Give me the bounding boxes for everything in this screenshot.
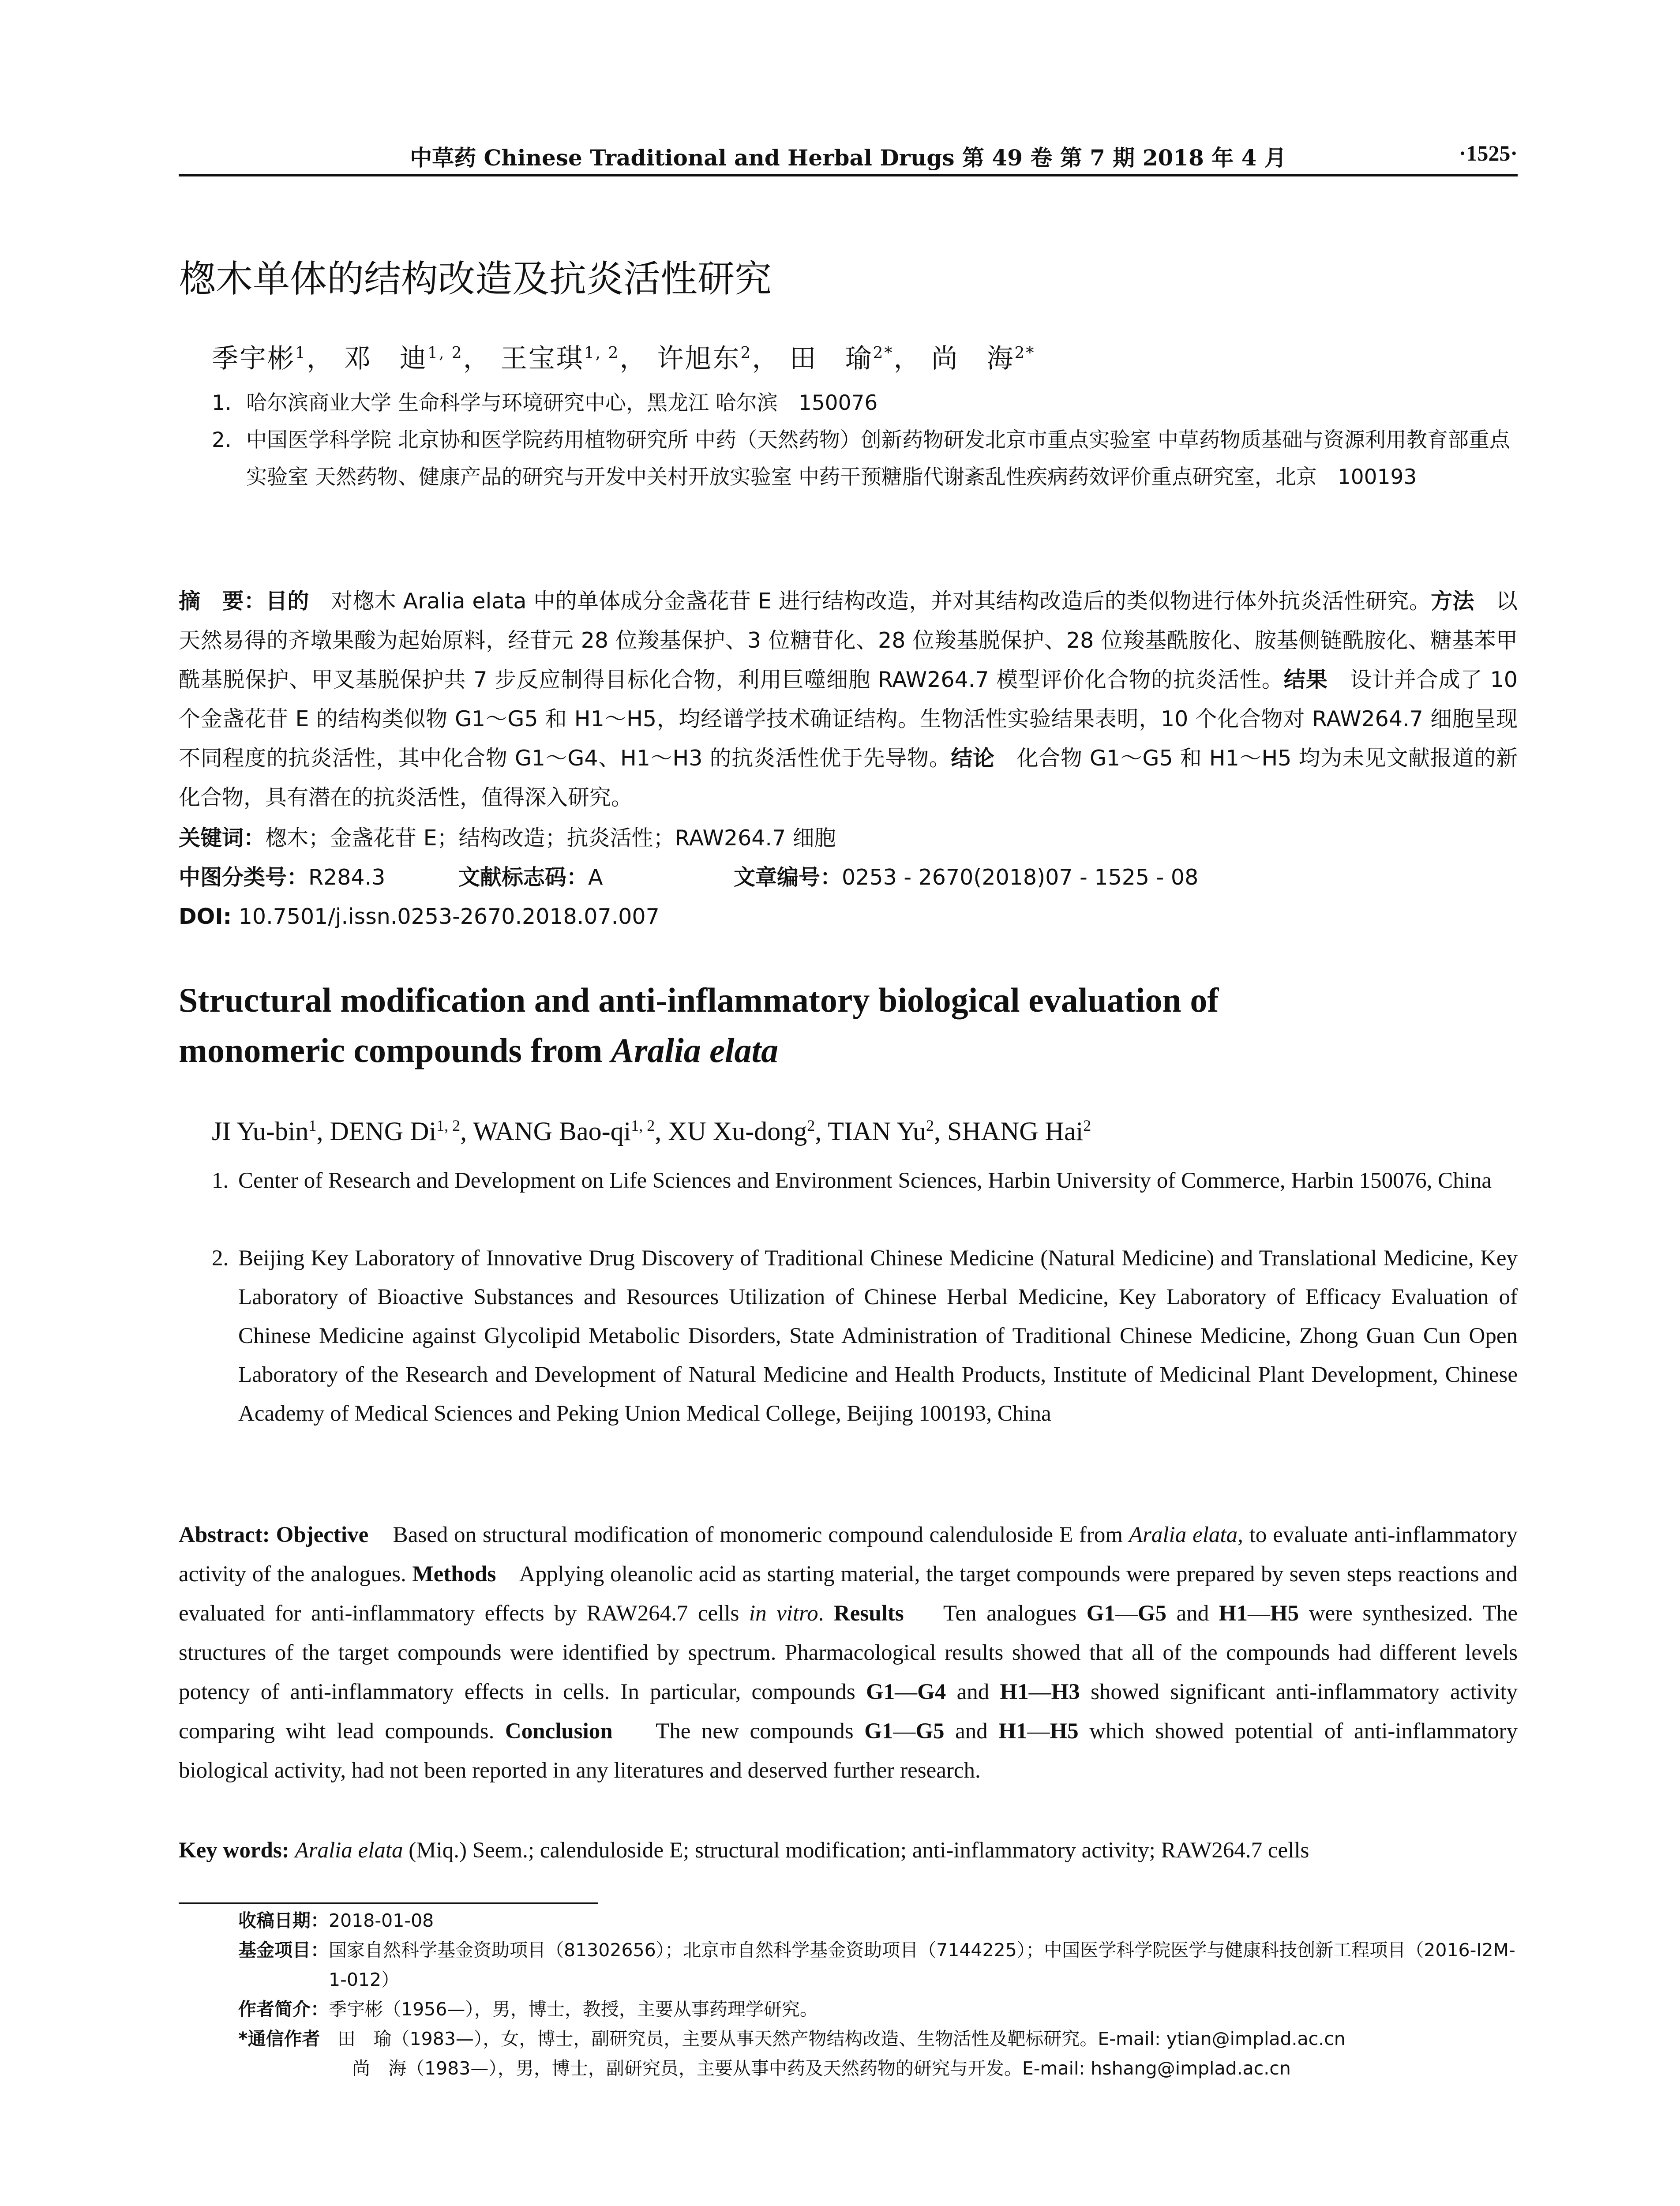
author-sup: 2: [807, 1117, 815, 1134]
results-label: 结果: [1283, 667, 1328, 692]
compound-label: H5: [1270, 1601, 1299, 1626]
compound-label: G4: [917, 1680, 946, 1704]
chinese-affiliation-1: [212, 385, 1518, 422]
author-sup: 2: [926, 1117, 934, 1134]
footnote-correspondence-2: [352, 2054, 1517, 2083]
author-sup: 1: [308, 1117, 317, 1134]
english-affiliation-2: [212, 1239, 1518, 1433]
footnote-received: [238, 1906, 1518, 1936]
footnote-rule: [179, 1902, 598, 1904]
english-authors: JI Yu-bin$^1$, DENG Di$^{1, 2}$, WANG Bao-qi$^{1, 2}$, XU Xu-dong$^2$, TIAN Yu$^2$, SHANG Hai$^2$: [212, 1117, 1091, 1146]
footnote-label: 作者简介：: [238, 1999, 329, 2020]
methods-label: 方法: [1431, 589, 1474, 614]
class-label: 中图分类号：: [179, 865, 309, 890]
results-and: and: [1166, 1601, 1219, 1626]
methods-text: 以天然易得的齐墩果酸为起始原料，经苷元 28 位羧基保护、3 位糖苷化、28 位羧基脱保护、28 位羧基酰胺化、胺基侧链酰胺化、糖基苯甲酰基脱保护、甲叉基脱保护共 7 步反应制得目标化合物，利用巨噬细胞 RAW264.7 模型评价化合物的抗炎活性。: [179, 589, 1518, 692]
objective-label: 目的: [266, 589, 309, 614]
title-species: Aralia elata: [611, 1031, 779, 1069]
results-label: Results: [833, 1601, 904, 1626]
keywords-label: Key words:: [179, 1838, 289, 1863]
abstract-label: Abstract:: [179, 1523, 270, 1547]
compound-label: G1: [1086, 1601, 1115, 1626]
methods-invitro: in vitro: [749, 1601, 818, 1626]
english-affiliation-1: [212, 1161, 1518, 1200]
author-name: 许旭东: [657, 343, 741, 374]
compound-label: H5: [1050, 1719, 1079, 1744]
doi-value: 10.7501/j.issn.0253-2670.2018.07.007: [238, 904, 660, 929]
chinese-abstract: [179, 582, 1518, 817]
affiliation-number: 1.: [212, 391, 232, 415]
conclusion-label: Conclusion: [505, 1719, 613, 1744]
footnote-label: 基金项目：: [238, 1940, 329, 1961]
author-name: TIAN Yu: [828, 1117, 926, 1146]
results-text-c: showed significant anti-inflammatory activity comparing wiht lead compounds.: [179, 1680, 1518, 1744]
chinese-affiliation-2: [212, 422, 1518, 496]
author-name: JI Yu-bin: [212, 1117, 309, 1146]
english-abstract: [179, 1516, 1518, 1790]
methods-text-b: .: [818, 1601, 824, 1626]
range-dash: —: [1028, 1680, 1051, 1704]
affiliation-text: 哈尔滨商业大学 生命科学与环境研究中心，黑龙江 哈尔滨 150076: [246, 391, 878, 415]
author-name: 季宇彬: [212, 343, 295, 374]
page-number: ·1525·: [1459, 141, 1518, 165]
title-line-2: [179, 1025, 1518, 1076]
compound-label: H1: [1219, 1601, 1248, 1626]
author-sup: 1, 2: [631, 1117, 655, 1134]
chinese-authors: 季宇彬$^1$， 邓 迪$^{1, 2}$， 王宝琪$^{1, 2}$， 许旭东$^2$， 田 瑜$^{2*}$， 尚 海$^{2*}$: [212, 343, 1035, 374]
affiliation-number: 2.: [212, 1246, 229, 1271]
doi-label: DOI:: [179, 904, 232, 929]
author-sup: 2*: [1014, 344, 1035, 362]
compound-label: H3: [1051, 1680, 1080, 1704]
author-name: XU Xu-dong: [668, 1117, 807, 1146]
affiliation-number: 2.: [212, 428, 232, 452]
footnote-label: *通信作者: [238, 2028, 320, 2049]
conclusion-text: 化合物 G1～G5 和 H1～H5 均为未见文献报道的新化合物，具有潜在的抗炎活性，值得深入研究。: [179, 746, 1518, 810]
keywords-label: 关键词：: [179, 825, 266, 851]
abstract-label: 摘 要：: [179, 589, 266, 614]
footnote-bio: [238, 1995, 1518, 2024]
affiliation-text: 中国医学科学院 北京协和医学院药用植物研究所 中药（天然药物）创新药物研发北京市重点实验室 中草药物质基础与资源利用教育部重点实验室 天然药物、健康产品的研究与开发中关村开放实验室 中药干预糖脂代谢紊乱性疾病药效评价重点研究室，北京 100193: [246, 428, 1510, 489]
footnote-text: 尚 海（1983—），男，博士，副研究员，主要从事中药及天然药物的研究与开发。E-mail: hshang@implad.ac.cn: [352, 2058, 1291, 2079]
methods-text-a: Applying oleanolic acid as starting material, the target compounds were prepared by seven steps reactions and evaluated for anti-inflammatory effects by RAW264.7 cells: [179, 1562, 1518, 1626]
range-dash: —: [893, 1719, 916, 1744]
author-name: SHANG Hai: [947, 1117, 1084, 1146]
conclusion-label: 结论: [951, 746, 995, 771]
methods-label: Methods: [412, 1562, 496, 1587]
english-title: [179, 975, 1518, 1076]
doccode-value: A: [588, 865, 603, 890]
affiliation-number: 1.: [212, 1168, 229, 1193]
doccode-label: 文献标志码：: [458, 865, 589, 890]
author-sup: 2*: [873, 344, 894, 362]
chinese-keywords: [179, 818, 1518, 858]
range-dash: —: [895, 1680, 918, 1704]
running-header: [179, 140, 1518, 176]
range-dash: —: [1115, 1601, 1138, 1626]
objective-species: Aralia elata: [1129, 1523, 1238, 1547]
title-line-2-text: monomeric compounds from: [179, 1031, 611, 1069]
footnote-text: 2018-01-08: [329, 1910, 434, 1931]
range-dash: —: [1027, 1719, 1050, 1744]
objective-label: Objective: [276, 1523, 369, 1547]
header-rule: [179, 174, 1518, 176]
author-name: 田 瑜: [789, 343, 873, 374]
conclusion-text-b: which showed potential of anti-inflammatory biological activity, had not been reported in any literatures and deserved further research.: [179, 1719, 1518, 1783]
author-name: 尚 海: [931, 343, 1015, 374]
author-name: 邓 迪: [344, 343, 428, 374]
results-and: and: [946, 1680, 1000, 1704]
footnote-text: 国家自然科学基金资助项目（81302656）；北京市自然科学基金资助项目（7144225）；中国医学科学院医学与健康科技创新工程项目（2016-I2M-1-012）: [329, 1940, 1515, 1990]
english-keywords: [179, 1831, 1518, 1870]
footnote-text: 季宇彬（1956—），男，博士，教授，主要从事药理学研究。: [329, 1999, 818, 2020]
author-name: WANG Bao-qi: [473, 1117, 631, 1146]
classification-line: [179, 858, 1518, 897]
conclusion-and: and: [944, 1719, 999, 1744]
compound-label: G5: [915, 1719, 945, 1744]
author-sup: 1: [295, 344, 307, 362]
compound-label: H1: [1000, 1680, 1029, 1704]
keywords-text: (Miq.) Seem.; calenduloside E; structural modification; anti-inflammatory activity; RAW264.7 cells: [403, 1838, 1309, 1863]
author-sup: 1, 2: [436, 1117, 461, 1134]
article-value: 0253 - 2670(2018)07 - 1525 - 08: [842, 865, 1199, 890]
keywords-species: Aralia elata: [295, 1838, 403, 1863]
title-line-1: Structural modification and anti-inflammatory biological evaluation of: [179, 981, 1219, 1019]
journal-header: 中草药 Chinese Traditional and Herbal Drugs 第 49 卷 第 7 期 2018 年 4 月: [410, 145, 1286, 171]
footnote-fund: [238, 1936, 1518, 1995]
keywords-text: 楤木；金盏花苷 E；结构改造；抗炎活性；RAW264.7 细胞: [265, 825, 836, 851]
author-name: 王宝琪: [500, 343, 584, 374]
objective-text-a: Based on structural modification of monomeric compound calenduloside E from: [393, 1523, 1129, 1547]
affiliation-text: Center of Research and Development on Life Sciences and Environment Sciences, Harbin University of Commerce, Harbin 150076, China: [238, 1168, 1492, 1193]
conclusion-text-a: The new compounds: [656, 1719, 865, 1744]
class-value: R284.3: [308, 865, 386, 890]
affiliation-text: Beijing Key Laboratory of Innovative Drug Discovery of Traditional Chinese Medicine (Natural Medicine) and Translational Medicine, Key Laboratory of Bioactive Substances and Resources Utilization of Chinese Herbal Medicine, Key Laboratory of Efficacy Evaluation of Chinese Medicine against Glycolipid Metabolic Disorders, State Administration of Traditional Chinese Medicine, Zhong Guan Cun Open Laboratory of the Research and Development of Natural Medicine and Health Products, Institute of Medicinal Plant Development, Chinese Academy of Medical Sciences and Peking Union Medical College, Beijing 100193, China: [238, 1246, 1518, 1426]
footnote-correspondence: [238, 2024, 1518, 2054]
author-sup: 1, 2: [584, 344, 620, 362]
results-text-a: Ten analogues: [943, 1601, 1087, 1626]
chinese-title: 楤木单体的结构改造及抗炎活性研究: [179, 257, 772, 300]
author-sup: 1, 2: [427, 344, 463, 362]
author-name: DENG Di: [330, 1117, 437, 1146]
objective-text: 对楤木 Aralia elata 中的单体成分金盏花苷 E 进行结构改造，并对其结构改造后的类似物进行体外抗炎活性研究。: [330, 589, 1431, 614]
doi-line: [179, 897, 1518, 936]
objective-text-b: , to evaluate anti-inflammatory activity of the analogues.: [179, 1523, 1518, 1587]
compound-label: H1: [998, 1719, 1028, 1744]
compound-label: G1: [864, 1719, 893, 1744]
article-label: 文章编号：: [734, 865, 842, 890]
range-dash: —: [1247, 1601, 1270, 1626]
footnote-label: 收稿日期：: [238, 1910, 329, 1931]
results-text: 设计并合成了 10 个金盏花苷 E 的结构类似物 G1～G5 和 H1～H5，均经谱学技术确证结构。生物活性实验结果表明，10 个化合物对 RAW264.7 细胞呈现不同程度的抗炎活性，其中化合物 G1～G4、H1～H3 的抗炎活性优于先导物。: [179, 667, 1518, 771]
compound-label: G5: [1137, 1601, 1167, 1626]
results-text-b: were synthesized. The structures of the target compounds were identified by spectrum. Pharmacological results showed that all of the compounds had different levels potency of anti-inflammatory effects in cells. In particular, compounds: [179, 1601, 1518, 1704]
author-sup: 2: [1083, 1117, 1091, 1134]
author-sup: 2: [740, 344, 752, 362]
compound-label: G1: [866, 1680, 895, 1704]
footnote-text: 田 瑜（1983—），女，博士，副研究员，主要从事天然产物结构改造、生物活性及靶标研究。E-mail: ytian@implad.ac.cn: [337, 2028, 1346, 2049]
